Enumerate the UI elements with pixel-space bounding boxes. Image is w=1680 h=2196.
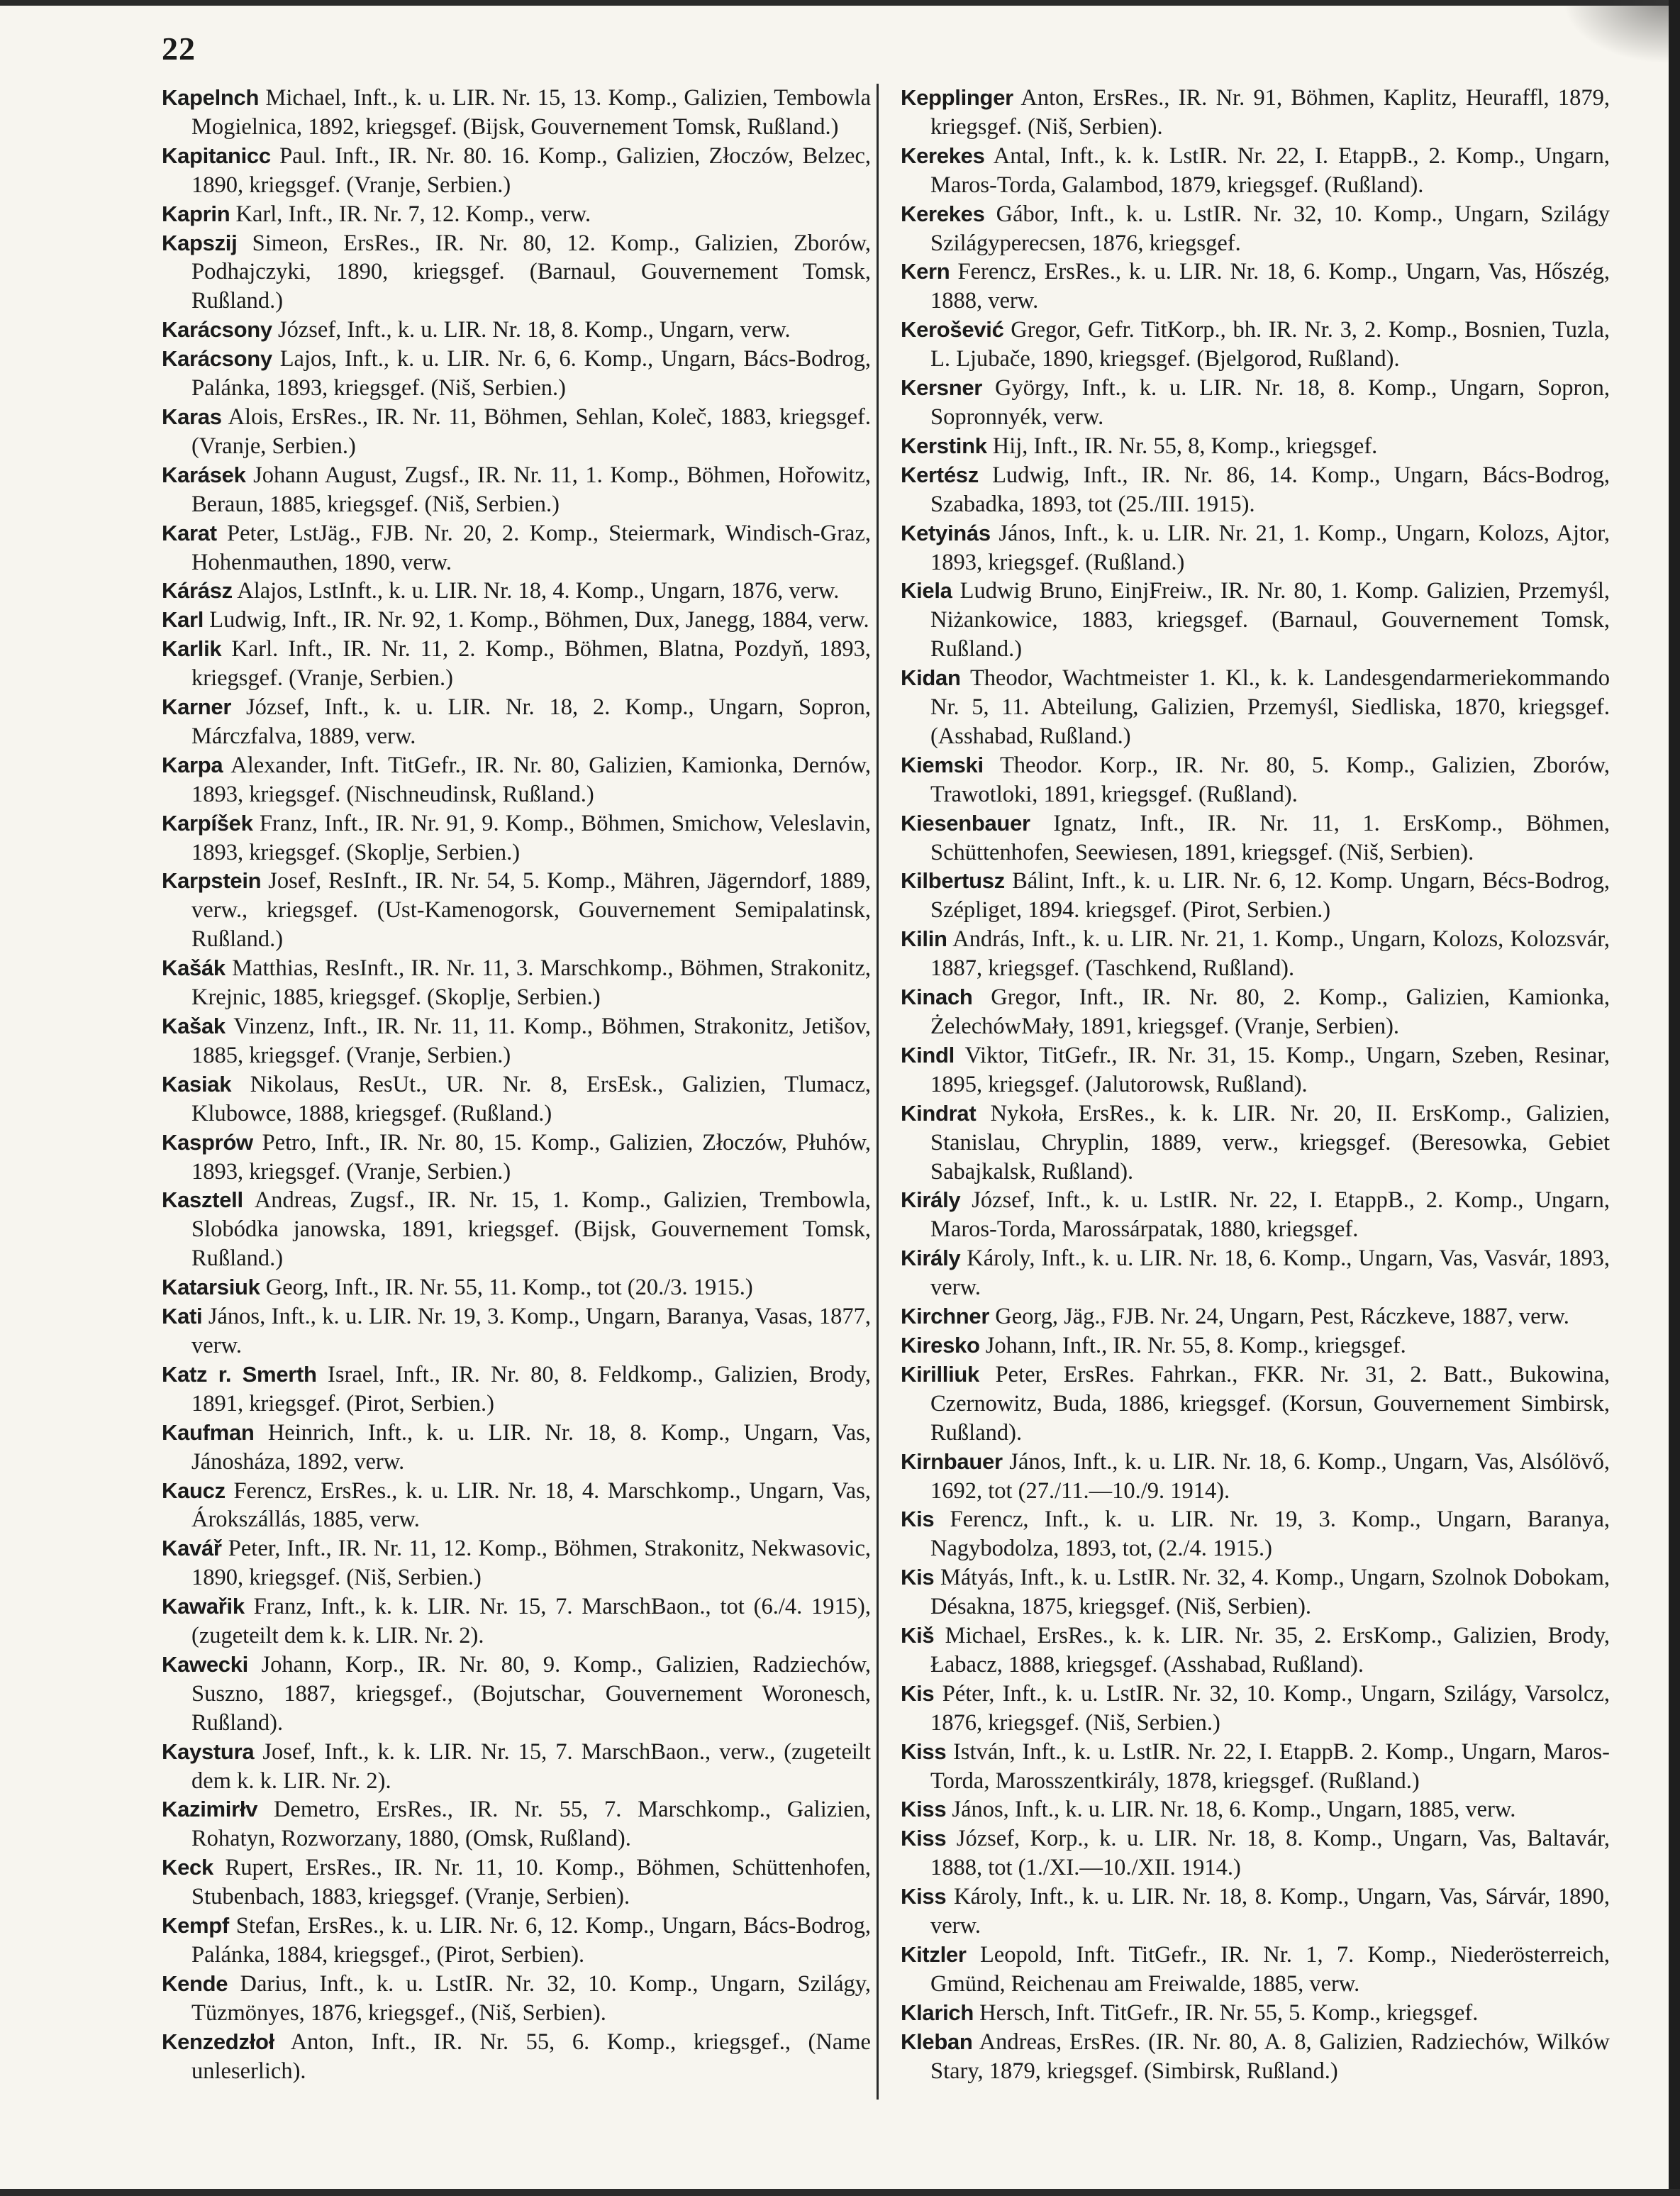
entry-surname: Kern bbox=[901, 259, 950, 284]
list-entry bbox=[162, 1795, 871, 1853]
entry-details: Paul. Inft., IR. Nr. 80. 16. Komp., Galizien, Złoczów, Belzec, 1890, kriegsgef. (Vranje, Serbien.) bbox=[191, 143, 872, 198]
list-entry bbox=[901, 316, 1610, 374]
entry-surname: Kiss bbox=[901, 1797, 947, 1822]
entry-surname: Kárász bbox=[162, 578, 233, 604]
list-entry bbox=[901, 867, 1610, 925]
entry-details: Johann August, Zugsf., IR. Nr. 11, 1. Komp., Böhmen, Hořowitz, Beraun, 1885, kriegsgef. (Niš, Serbien.) bbox=[191, 462, 871, 517]
list-entry bbox=[901, 1795, 1610, 1824]
entry-details: János, Inft., k. u. LIR. Nr. 18, 6. Komp., Ungarn, Vas, Alsólövő, 1692, tot (27./11.—10./9. 1914). bbox=[930, 1448, 1610, 1504]
entry-surname: Kaprin bbox=[162, 201, 230, 226]
entry-details: Ferencz, Inft., k. u. LIR. Nr. 19, 3. Komp., Ungarn, Baranya, Nagybodolza, 1893, tot, (2./4. 1915.) bbox=[930, 1507, 1611, 1562]
entry-surname: Karpíšek bbox=[162, 810, 253, 836]
entry-surname: Klarich bbox=[901, 2000, 974, 2025]
entry-surname: Kiss bbox=[901, 1884, 947, 1909]
entry-details: Andreas, Zugsf., IR. Nr. 15, 1. Komp., Galizien, Trembowla, Slobódka janowska, 1891, kriegsgef. (Bijsk, Gouvernement Tomsk, Rußland.) bbox=[191, 1187, 871, 1272]
entry-details: József, Korp., k. u. LIR. Nr. 18, 8. Komp., Ungarn, Vas, Baltavár, 1888, tot (1./XI.—10./XII. 1914.) bbox=[930, 1826, 1611, 1881]
list-entry bbox=[162, 751, 871, 809]
list-entry bbox=[162, 809, 871, 867]
entry-surname: Keck bbox=[162, 1855, 213, 1880]
entry-surname: Kirnbauer bbox=[901, 1448, 1003, 1474]
list-entry bbox=[901, 200, 1610, 258]
entry-details: Josef, ResInft., IR. Nr. 54, 5. Komp., Mähren, Jägerndorf, 1889, verw., kriegsgef. (Ust-Kamenogorsk, Gouvernement Semipalatinsk, Rußland.) bbox=[191, 868, 871, 953]
entry-surname: Kenzedzłoł bbox=[162, 2029, 274, 2054]
entry-surname: Kapelnch bbox=[162, 85, 260, 110]
list-entry bbox=[162, 461, 871, 519]
list-entry bbox=[162, 867, 871, 954]
entry-details: Petro, Inft., IR. Nr. 80, 15. Komp., Galizien, Złoczów, Płuhów, 1893, kriegsgef. (Vranje, Serbien.) bbox=[191, 1129, 872, 1185]
entry-details: Theodor. Korp., IR. Nr. 80, 5. Komp., Galizien, Zborów, Trawotloki, 1891, kriegsgef. (Rußland). bbox=[930, 752, 1610, 807]
entry-details: Hij, Inft., IR. Nr. 55, 8, Komp., kriegsgef. bbox=[992, 433, 1378, 459]
entry-details: Josef, Inft., k. k. LIR. Nr. 15, 7. MarschBaon., verw., (zugeteilt dem k. k. LIR. Nr. 2). bbox=[191, 1738, 872, 1794]
entry-surname: Karásek bbox=[162, 462, 246, 487]
entry-details: Stefan, ErsRes., k. u. LIR. Nr. 6, 12. Komp., Ungarn, Bács-Bodrog, Palánka, 1884, kriegsgef., (Pirot, Serbien). bbox=[191, 1913, 872, 1968]
entry-surname: Kawecki bbox=[162, 1651, 248, 1677]
entry-surname: Király bbox=[901, 1187, 961, 1213]
entry-details: Matthias, ResInft., IR. Nr. 11, 3. Marschkomp., Böhmen, Strakonitz, Krejnic, 1885, kriegsgef. (Skoplje, Serbien.) bbox=[191, 955, 872, 1011]
entry-details: Karl. Inft., IR. Nr. 11, 2. Komp., Böhmen, Blatna, Pozdyň, 1893, kriegsgef. (Vranje, Serbien.) bbox=[191, 636, 872, 692]
entry-surname: Kirchner bbox=[901, 1304, 990, 1329]
entry-surname: Kaucz bbox=[162, 1477, 226, 1503]
entry-surname: Kis bbox=[901, 1507, 935, 1532]
entry-details: Gregor, Inft., IR. Nr. 80, 2. Komp., Galizien, Kamionka, ŻelechówMały, 1891, kriegsgef. (Vranje, Serbien). bbox=[930, 985, 1611, 1039]
entry-surname: Kaystura bbox=[162, 1738, 255, 1764]
list-entry bbox=[901, 1331, 1610, 1360]
entry-surname: Kiss bbox=[901, 1738, 947, 1764]
list-entry bbox=[162, 1419, 871, 1477]
entry-details: Israel, Inft., IR. Nr. 80, 8. Feldkomp., Galizien, Brody, 1891, kriegsgef. (Pirot, Serbien.) bbox=[191, 1361, 872, 1416]
list-entry bbox=[901, 1882, 1610, 1941]
entry-surname: Ketyinás bbox=[901, 520, 991, 545]
entry-surname: Kersner bbox=[901, 375, 983, 401]
list-entry bbox=[901, 925, 1610, 983]
entry-details: Károly, Inft., k. u. LIR. Nr. 18, 8. Komp., Ungarn, Vas, Sárvár, 1890, verw. bbox=[930, 1884, 1610, 1939]
list-entry bbox=[162, 1360, 871, 1419]
list-entry bbox=[901, 1824, 1610, 1882]
entry-surname: Kawařik bbox=[162, 1594, 245, 1619]
entry-details: Theodor, Wachtmeister 1. Kl., k. k. Landesgendarmeriekommando Nr. 5, 11. Abteilung, Galizien, Przemyśl, Siedliska, 1870, kriegsgef. (Asshabad, Rußland.) bbox=[930, 665, 1610, 749]
entry-details: Ferencz, ErsRes., k. u. LIR. Nr. 18, 4. Marschkomp., Ungarn, Vas, Árokszállás, 1885, verw. bbox=[191, 1477, 871, 1533]
entry-surname: Kasprów bbox=[162, 1129, 253, 1155]
entry-surname: Kidan bbox=[901, 665, 961, 691]
entry-details: Michael, Inft., k. u. LIR. Nr. 15, 13. Komp., Galizien, Tembowla Mogielnica, 1892, kriegsgef. (Bijsk, Gouvernement Tomsk, Rußland.) bbox=[191, 85, 871, 140]
list-entry bbox=[901, 461, 1610, 519]
list-entry bbox=[901, 142, 1610, 200]
entry-details: András, Inft., k. u. LIR. Nr. 21, 1. Komp., Ungarn, Kolozs, Kolozsvár, 1887, kriegsgef. (Taschkend, Rußland). bbox=[930, 926, 1610, 982]
entry-surname: Kerekes bbox=[901, 143, 985, 168]
list-entry bbox=[162, 577, 871, 606]
entry-details: Peter, Inft., IR. Nr. 11, 12. Komp., Böhmen, Strakonitz, Nekwasovic, 1890, kriegsgef. (Niš, Serbien.) bbox=[191, 1536, 872, 1591]
list-entry bbox=[162, 606, 871, 635]
entry-details: József, Inft., k. u. LIR. Nr. 18, 8. Komp., Ungarn, verw. bbox=[277, 317, 791, 343]
entry-details: Ludwig, Inft., IR. Nr. 86, 14. Komp., Ungarn, Bács-Bodrog, Szabadka, 1893, tot (25./III. 1915). bbox=[930, 462, 1611, 517]
list-entry bbox=[162, 1738, 871, 1796]
entry-surname: Kati bbox=[162, 1304, 203, 1329]
entry-surname: Kerstink bbox=[901, 433, 987, 458]
list-entry bbox=[901, 1099, 1610, 1187]
entry-surname: Katarsiuk bbox=[162, 1275, 260, 1300]
list-entry bbox=[162, 1970, 871, 2028]
entry-surname: Karlik bbox=[162, 636, 222, 662]
page-number: 22 bbox=[162, 30, 196, 67]
entry-details: Ignatz, Inft., IR. Nr. 11, 1. ErsKomp., Böhmen, Schüttenhofen, Seewiesen, 1891, kriegsgef. (Niš, Serbien). bbox=[930, 810, 1610, 865]
entry-details: Georg, Inft., IR. Nr. 55, 11. Komp., tot (20./3. 1915.) bbox=[265, 1275, 753, 1301]
entry-surname: Kiemski bbox=[901, 752, 984, 777]
entry-surname: Kasztell bbox=[162, 1187, 243, 1213]
entry-surname: Kis bbox=[901, 1565, 935, 1590]
entry-surname: Kindrat bbox=[901, 1100, 977, 1126]
entry-surname: Kašák bbox=[162, 955, 226, 981]
scan-edge-right bbox=[1669, 0, 1680, 2196]
left-column bbox=[162, 84, 871, 2086]
entry-surname: Kaufman bbox=[162, 1419, 255, 1445]
entry-details: Nykoła, ErsRes., k. k. LIR. Nr. 20, II. ErsKomp., Galizien, Stanislau, Chryplin, 1889, verw., kriegsgef. (Beresowka, Gebiet Sabajkalsk, Rußland). bbox=[930, 1100, 1610, 1185]
entry-details: Franz, Inft., k. k. LIR. Nr. 15, 7. MarschBaon., tot (6./4. 1915), (zugeteilt dem k. k. LIR. Nr. 2). bbox=[191, 1594, 871, 1649]
entry-details: Hersch, Inft. TitGefr., IR. Nr. 55, 5. Komp., kriegsgef. bbox=[979, 2000, 1479, 2026]
entry-details: Ferencz, ErsRes., k. u. LIR. Nr. 18, 6. Komp., Ungarn, Vas, Hőszég, 1888, verw. bbox=[930, 259, 1610, 314]
entry-details: János, Inft., k. u. LIR. Nr. 21, 1. Komp., Ungarn, Kolozs, Ajtor, 1893, kriegsgef. (Rußland.) bbox=[930, 520, 1611, 575]
entry-surname: Kilin bbox=[901, 926, 947, 952]
list-entry bbox=[901, 809, 1610, 867]
entry-surname: Kis bbox=[901, 1680, 935, 1706]
list-entry bbox=[901, 1360, 1610, 1448]
scan-edge-bottom bbox=[0, 2189, 1680, 2196]
entry-surname: Kašak bbox=[162, 1014, 226, 1038]
list-entry bbox=[901, 519, 1610, 577]
list-entry bbox=[901, 1941, 1610, 1999]
list-entry bbox=[162, 1186, 871, 1273]
entry-surname: Karpa bbox=[162, 752, 223, 777]
entry-surname: Karat bbox=[162, 520, 217, 545]
list-entry bbox=[901, 1448, 1610, 1506]
scan-corner-shadow bbox=[1562, 0, 1669, 64]
list-entry bbox=[901, 1302, 1610, 1331]
list-entry bbox=[162, 1534, 871, 1592]
entry-details: Leopold, Inft. TitGefr., IR. Nr. 1, 7. Komp., Niederösterreich, Gmünd, Reichenau am Freiwalde, 1885, verw. bbox=[930, 1942, 1610, 1997]
list-entry bbox=[901, 1738, 1610, 1796]
list-entry bbox=[162, 954, 871, 1012]
entry-details: Alois, ErsRes., IR. Nr. 11, Böhmen, Sehlan, Koleč, 1883, kriegsgef. (Vranje, Serbien.) bbox=[191, 404, 871, 459]
list-entry bbox=[901, 1244, 1610, 1302]
entry-details: Peter, LstJäg., FJB. Nr. 20, 2. Komp., Steiermark, Windisch-Graz, Hohenmauthen, 1890, verw. bbox=[191, 520, 872, 575]
entry-details: Antal, Inft., k. k. LstIR. Nr. 22, I. EtappB., 2. Komp., Ungarn, Maros-Torda, Galambod, 1879, kriegsgef. (Rußland). bbox=[930, 143, 1610, 198]
entry-surname: Karácsony bbox=[162, 346, 272, 372]
entry-details: József, Inft., k. u. LstIR. Nr. 22, I. EtappB., 2. Komp., Ungarn, Maros-Torda, Marossárpatak, 1880, kriegsgef. bbox=[930, 1187, 1611, 1243]
list-entry bbox=[162, 345, 871, 403]
list-entry bbox=[162, 403, 871, 461]
list-entry bbox=[901, 84, 1610, 142]
list-entry bbox=[901, 1186, 1610, 1244]
entry-details: Heinrich, Inft., k. u. LIR. Nr. 18, 8. Komp., Ungarn, Vas, Jánosháza, 1892, verw. bbox=[191, 1419, 871, 1475]
entry-details: Ludwig, Inft., IR. Nr. 92, 1. Komp., Böhmen, Dux, Janegg, 1884, verw. bbox=[209, 607, 869, 633]
scan-edge-top bbox=[0, 0, 1680, 6]
entry-details: Alajos, LstInft., k. u. LIR. Nr. 18, 4. Komp., Ungarn, 1876, verw. bbox=[237, 578, 840, 604]
entry-details: Gregor, Gefr. TitKorp., bh. IR. Nr. 3, 2. Komp., Bosnien, Tuzla, L. Ljubače, 1890, kriegsgef. (Bjelgorod, Rußland). bbox=[930, 317, 1610, 372]
entry-details: János, Inft., k. u. LIR. Nr. 18, 6. Komp., Ungarn, 1885, verw. bbox=[952, 1797, 1516, 1823]
list-entry bbox=[162, 84, 871, 142]
entry-details: Nikolaus, ResUt., UR. Nr. 8, ErsEsk., Galizien, Tlumacz, Klubowce, 1888, kriegsgef. (Rußland.) bbox=[191, 1071, 871, 1126]
entry-details: Darius, Inft., k. u. LstIR. Nr. 32, 10. Komp., Ungarn, Szilágy, Tüzmönyes, 1876, kriegsgef., (Niš, Serbien). bbox=[191, 1970, 872, 2026]
list-entry bbox=[162, 1070, 871, 1128]
entry-surname: Kinach bbox=[901, 985, 973, 1010]
entry-surname: Karl bbox=[162, 607, 204, 633]
entry-details: Simeon, ErsRes., IR. Nr. 80, 12. Komp., Galizien, Zborów, Podhajczyki, 1890, kriegsgef. (Barnaul, Gouvernement Tomsk, Rußland.) bbox=[191, 230, 871, 314]
entry-surname: Karpstein bbox=[162, 868, 262, 894]
list-entry bbox=[162, 1273, 871, 1302]
entry-surname: Kiss bbox=[901, 1826, 947, 1851]
entry-surname: Kavář bbox=[162, 1536, 222, 1561]
column-divider bbox=[877, 84, 879, 2100]
list-entry bbox=[162, 519, 871, 577]
list-entry bbox=[162, 200, 871, 229]
entry-surname: Kertész bbox=[901, 462, 979, 487]
entry-surname: Kempf bbox=[162, 1913, 229, 1939]
entry-details: György, Inft., k. u. LIR. Nr. 18, 8. Komp., Ungarn, Sopron, Sopronnyék, verw. bbox=[930, 375, 1610, 430]
list-entry bbox=[162, 635, 871, 693]
entry-details: Anton, Inft., IR. Nr. 55, 6. Komp., kriegsgef., (Name unleserlich). bbox=[191, 2029, 871, 2084]
list-entry bbox=[162, 693, 871, 751]
entry-details: Mátyás, Inft., k. u. LstIR. Nr. 32, 4. Komp., Ungarn, Szolnok Dobokam, Désakna, 1875, kriegsgef. (Niš, Serbien). bbox=[930, 1565, 1610, 1620]
entry-details: Lajos, Inft., k. u. LIR. Nr. 6, 6. Komp., Ungarn, Bács-Bodrog, Palánka, 1893, kriegsgef. (Niš, Serbien.) bbox=[191, 346, 872, 401]
entry-details: Bálint, Inft., k. u. LIR. Nr. 6, 12. Komp. Ungarn, Bécs-Bodrog, Szépliget, 1894. kriegsgef. (Pirot, Serbien.) bbox=[930, 868, 1611, 924]
entry-details: István, Inft., k. u. LstIR. Nr. 22, I. EtappB. 2. Komp., Ungarn, Maros-Torda, Marosszentkirály, 1878, kriegsgef. (Rußland.) bbox=[930, 1738, 1610, 1794]
entry-surname: Kende bbox=[162, 1970, 228, 1996]
entry-details: Michael, ErsRes., k. k. LIR. Nr. 35, 2. ErsKomp., Galizien, Brody, Łabacz, 1888, kriegsgef. (Asshabad, Rußland). bbox=[930, 1623, 1610, 1678]
entry-surname: Karner bbox=[162, 694, 232, 720]
list-entry bbox=[162, 1912, 871, 1970]
entry-surname: Kindl bbox=[901, 1042, 955, 1068]
entry-surname: Kapszij bbox=[162, 230, 238, 255]
entry-surname: Kiresko bbox=[901, 1332, 980, 1358]
list-entry bbox=[901, 432, 1610, 461]
entry-surname: Katz r. Smerth bbox=[162, 1361, 317, 1387]
entry-details: János, Inft., k. u. LIR. Nr. 19, 3. Komp., Ungarn, Baranya, Vasas, 1877, verw. bbox=[191, 1304, 871, 1358]
entry-details: Johann, Inft., IR. Nr. 55, 8. Komp., kriegsgef. bbox=[985, 1332, 1406, 1358]
entry-surname: Kleban bbox=[901, 2029, 973, 2054]
list-entry bbox=[162, 229, 871, 316]
entry-details: Johann, Korp., IR. Nr. 80, 9. Komp., Galizien, Radziechów, Suszno, 1887, kriegsgef., (Bojutschar, Gouvernement Woronesch, Rußland). bbox=[191, 1651, 872, 1736]
list-entry bbox=[162, 1853, 871, 1912]
entry-surname: Karas bbox=[162, 404, 222, 429]
entry-details: Georg, Jäg., FJB. Nr. 24, Ungarn, Pest, Ráczkeve, 1887, verw. bbox=[995, 1304, 1569, 1330]
entry-surname: Karácsony bbox=[162, 317, 272, 343]
list-entry bbox=[901, 664, 1610, 751]
list-entry bbox=[162, 1592, 871, 1651]
entry-details: Andreas, ErsRes. (IR. Nr. 80, A. 8, Galizien, Radziechów, Wilków Stary, 1879, kriegsgef. (Simbirsk, Rußland.) bbox=[930, 2029, 1610, 2084]
entry-surname: Kepplinger bbox=[901, 85, 1013, 110]
entry-details: Anton, ErsRes., IR. Nr. 91, Böhmen, Kaplitz, Heuraffl, 1879, kriegsgef. (Niš, Serbien). bbox=[930, 85, 1610, 140]
list-entry bbox=[162, 2028, 871, 2086]
list-entry bbox=[162, 1302, 871, 1360]
list-entry bbox=[901, 983, 1610, 1041]
list-entry bbox=[901, 1680, 1610, 1738]
entry-surname: Kiesenbauer bbox=[901, 810, 1030, 836]
list-entry bbox=[901, 1505, 1610, 1563]
entry-surname: Kasiak bbox=[162, 1071, 232, 1097]
entry-details: Karl, Inft., IR. Nr. 7, 12. Komp., verw. bbox=[235, 201, 591, 227]
list-entry bbox=[901, 257, 1610, 316]
list-entry bbox=[162, 142, 871, 200]
entry-surname: Kapitanicc bbox=[162, 143, 271, 168]
entry-details: Rupert, ErsRes., IR. Nr. 11, 10. Komp., Böhmen, Schüttenhofen, Stubenbach, 1883, kriegsgef. (Vranje, Serbien). bbox=[191, 1855, 872, 1910]
list-entry bbox=[901, 1041, 1610, 1099]
entry-surname: Kirilliuk bbox=[901, 1361, 979, 1387]
entry-surname: Kazimirłv bbox=[162, 1797, 258, 1822]
list-entry bbox=[162, 1477, 871, 1535]
entry-details: Franz, Inft., IR. Nr. 91, 9. Komp., Böhmen, Smichow, Veleslavin, 1893, kriegsgef. (Skoplje, Serbien.) bbox=[191, 810, 871, 865]
entry-surname: Kiš bbox=[901, 1623, 935, 1648]
entry-details: Viktor, TitGefr., IR. Nr. 31, 15. Komp., Ungarn, Szeben, Resinar, 1895, kriegsgef. (Jalutorowsk, Rußland). bbox=[930, 1042, 1610, 1097]
entry-details: Peter, ErsRes. Fahrkan., FKR. Nr. 31, 2. Batt., Bukowina, Czernowitz, Buda, 1886, kriegsgef. (Korsun, Gouvernement Simbirsk, Rußland). bbox=[930, 1361, 1610, 1446]
entry-details: Péter, Inft., k. u. LstIR. Nr. 32, 10. Komp., Ungarn, Szilágy, Varsolcz, 1876, kriegsgef. (Niš, Serbien.) bbox=[930, 1680, 1610, 1736]
entry-details: Alexander, Inft. TitGefr., IR. Nr. 80, Galizien, Kamionka, Dernów, 1893, kriegsgef. (Nischneudinsk, Rußland.) bbox=[191, 752, 871, 807]
entry-surname: Király bbox=[901, 1246, 961, 1271]
list-entry bbox=[162, 316, 871, 345]
entry-surname: Kerošević bbox=[901, 317, 1004, 343]
entry-details: Demetro, ErsRes., IR. Nr. 55, 7. Marschkomp., Galizien, Rohatyn, Rozworzany, 1880, (Omsk, Rußland). bbox=[191, 1797, 871, 1852]
list-entry bbox=[901, 1563, 1610, 1621]
list-entry bbox=[901, 2028, 1610, 2086]
list-entry bbox=[901, 1621, 1610, 1680]
list-entry bbox=[901, 1999, 1610, 2028]
entry-details: Gábor, Inft., k. u. LstIR. Nr. 32, 10. Komp., Ungarn, Szilágy Szilágyperecsen, 1876, kriegsgef. bbox=[930, 201, 1610, 256]
list-entry bbox=[162, 1128, 871, 1187]
entry-surname: Kiela bbox=[901, 578, 952, 604]
list-entry bbox=[901, 374, 1610, 432]
entry-details: Ludwig Bruno, EinjFreiw., IR. Nr. 80, 1. Komp. Galizien, Przemyśl, Niżankowice, 1883, kriegsgef. (Barnaul, Gouvernement Tomsk, Rußland.) bbox=[930, 578, 1611, 662]
entry-surname: Kitzler bbox=[901, 1942, 967, 1967]
entry-details: József, Inft., k. u. LIR. Nr. 18, 2. Komp., Ungarn, Sopron, Márczfalva, 1889, verw. bbox=[191, 694, 871, 749]
entry-surname: Kerekes bbox=[901, 201, 985, 226]
list-entry bbox=[901, 751, 1610, 809]
list-entry bbox=[162, 1012, 871, 1070]
list-entry bbox=[901, 577, 1610, 664]
entry-surname: Kilbertusz bbox=[901, 868, 1005, 894]
entry-details: Károly, Inft., k. u. LIR. Nr. 18, 6. Komp., Ungarn, Vas, Vasvár, 1893, verw. bbox=[930, 1246, 1610, 1301]
right-column bbox=[901, 84, 1610, 2086]
list-entry bbox=[162, 1651, 871, 1738]
entry-details: Vinzenz, Inft., IR. Nr. 11, 11. Komp., Böhmen, Strakonitz, Jetišov, 1885, kriegsgef. (Vranje, Serbien.) bbox=[191, 1014, 871, 1068]
